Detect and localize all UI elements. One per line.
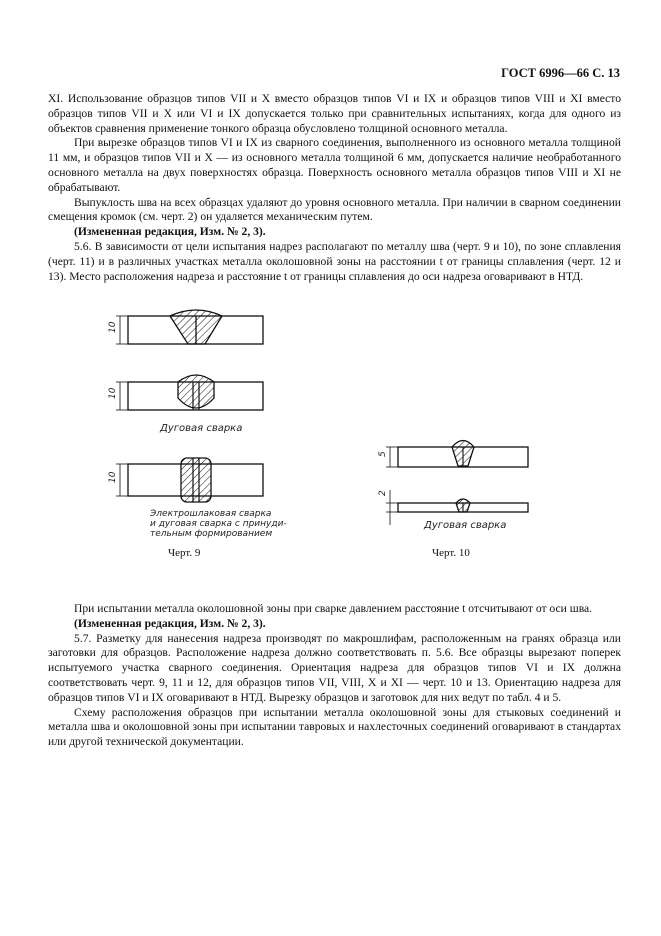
specimen-electroslag xyxy=(116,458,263,502)
label-electroslag-line3: тельным формированием xyxy=(150,529,273,539)
paragraph-5-7: 5.7. Разметку для нанесения надреза производят по макрошлифам, расположенным на гранях образца или заготовки для образцов. Расположение надреза должно соответствовать п. 5.6. Все образцы вырезают поперек испытуемого участка сварного соединения. Ориентация надреза для образцов типов VI и IX должна соответствовать черт. 9, 11 и 12, для образцов типов VII, VIII, X и XI — черт. 10 и 13. Ориентацию надреза для образцов типов VI и IX оговаривают в НТД. Вырезку образцов и заготовок для них ведут по табл. 4 и 5. xyxy=(48,631,621,704)
amendment-note: (Измененная редакция, Изм. № 2, 3). xyxy=(74,616,266,630)
specimen-v-groove xyxy=(116,310,263,344)
paragraph-5-6: 5.6. В зависимости от цели испытания надрез располагают по металлу шва (черт. 9 и 10), по зоне сплавления (черт. 11) и в различных участках металла околошовной зоны на расстоянии t от границы сплавления (черт. 12 и 13). Место расположения надреза и расстояние t от границы сплавления до оси надреза оговаривают в НТД. xyxy=(48,239,621,283)
figure-10-drawing xyxy=(386,441,528,526)
paragraph: Схему расположения образцов при испытании металла околошовной зоны для стыковых соединений и металла шва и околошовной зоны при испытании тавровых и нахлесточных соединений оговаривают в стандартах или другой технической документации. xyxy=(48,705,621,749)
label-electroslag-line1: Электрошлаковая сварка xyxy=(150,509,272,519)
figure-9-caption: Черт. 9 xyxy=(168,547,201,559)
paragraph: При вырезке образцов типов VI и IX из сварного соединения, выполненного из основного металла толщиной 11 мм, и образцов типов VII и X — из основного металла толщиной 6 мм, допускается наличие необработанного основного металла на двух поверхностях образца. Поверхность основного металла образцов типов VIII и XI не обрабатывают. xyxy=(48,136,621,194)
amendment-note: (Измененная редакция, Изм. № 2, 3). xyxy=(74,225,266,239)
dimension-label: 5 xyxy=(378,451,388,457)
bottom-text-block xyxy=(48,602,621,750)
label-electroslag-line2: и дуговая сварка с принуди- xyxy=(150,519,287,529)
dimension-label: 2 xyxy=(378,490,388,496)
paragraph: XI. Использование образцов типов VII и X вместо образцов типов VI и IX и образцов типов VIII и XI вместо образцов типов VII и X или VI и IX допускается только при сравнительных испытаниях, когда для одного из объектов сравнения применение тонкого образца обусловлено толщиной основного металла. xyxy=(48,92,621,135)
specimen-u-groove xyxy=(116,375,263,410)
paragraph: Выпуклость шва на всех образцах удаляют до уровня основного металла. При наличии в сварном соединении смещения кромок (см. черт. 2) он удаляется механическим путем. xyxy=(48,195,621,224)
page-header: ГОСТ 6996—66 С. 13 xyxy=(501,66,620,80)
label-arc-welding: Дуговая сварка xyxy=(160,423,243,434)
label-arc-welding: Дуговая сварка xyxy=(424,520,507,531)
dimension-label: 10 xyxy=(108,471,118,483)
paragraph: При испытании металла околошовной зоны при сварке давлением расстояние t отсчитывают от оси шва. xyxy=(74,602,593,615)
figure-10-caption: Черт. 10 xyxy=(432,547,470,559)
dimension-label: 10 xyxy=(108,321,118,333)
dimension-label: 10 xyxy=(108,387,118,399)
